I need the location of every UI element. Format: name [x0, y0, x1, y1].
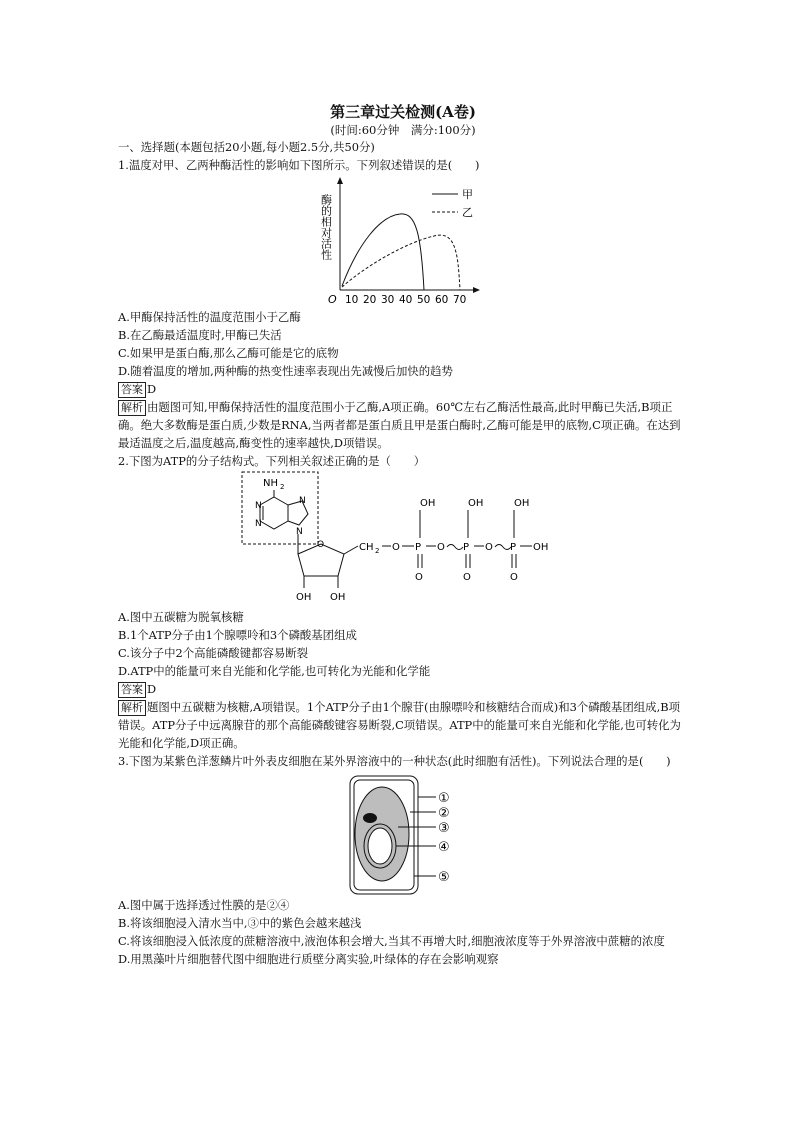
svg-text:N: N — [296, 527, 303, 537]
svg-text:O: O — [510, 572, 518, 583]
plant-cell-diagram — [118, 774, 688, 896]
q2-stem: 2.下图为ATP的分子结构式。下列相关叙述正确的是（ ） — [118, 454, 426, 468]
label-1: ① — [438, 791, 450, 806]
svg-text:O: O — [317, 540, 325, 550]
analysis-tag: 解析 — [118, 700, 146, 716]
nh2-label: NH — [263, 478, 278, 489]
label-4: ④ — [438, 840, 450, 855]
q2-option-b: B.1个ATP分子由1个腺嘌呤和3个磷酸基团组成 — [118, 628, 357, 642]
q1-analysis — [118, 398, 688, 452]
q1-option-a: A.甲酶保持活性的温度范围小于乙酶 — [118, 310, 301, 324]
answer-tag: 答案 — [118, 382, 146, 398]
q2-analysis — [118, 698, 688, 752]
svg-text:O: O — [485, 542, 493, 553]
svg-text:N: N — [255, 519, 262, 529]
answer-tag: 答案 — [118, 682, 146, 698]
tick-label: 10 — [345, 294, 359, 304]
tick-label: 50 — [417, 294, 431, 304]
svg-text:OH: OH — [420, 498, 436, 509]
vacuole — [368, 828, 392, 864]
answer-value: D — [147, 682, 157, 696]
svg-text:P: P — [415, 542, 422, 553]
tick-label: 40 — [399, 294, 413, 304]
ch2-label: CH — [359, 542, 374, 553]
label-3: ③ — [438, 821, 450, 836]
svg-text:OH: OH — [468, 498, 484, 509]
q2-option-c: C.该分子中2个高能磷酸键都容易断裂 — [118, 646, 309, 660]
curve-enzyme-b — [342, 235, 460, 290]
tick-label: 60 — [435, 294, 449, 304]
q3-option-b: B.将该细胞浸入清水当中,③中的紫色会越来越浅 — [118, 916, 362, 930]
svg-text:2: 2 — [375, 547, 380, 555]
q3-option-a: A.图中属于选择透过性膜的是②④ — [118, 898, 290, 912]
svg-text:O: O — [463, 572, 471, 583]
svg-text:O: O — [415, 572, 423, 583]
svg-text:OH: OH — [296, 592, 312, 603]
q2-atp-structure — [118, 470, 688, 608]
q3-option-c: C.将该细胞浸入低浓度的蔗糖溶液中,液泡体积会增大,当其不再增大时,细胞液浓度等于外界溶液中蔗糖的浓度 — [118, 934, 665, 948]
analysis-text: 题图中五碳糖为核糖,A项错误。1个ATP分子由1个腺苷(由腺嘌呤和核糖结合而成)和3个磷酸基团组成,B项错误。ATP分子中远离腺苷的那个高能磷酸键容易断裂,C项错误。ATP中的能量可来自光能和化学能,也可转化为光能和化学能,D项正确。 — [118, 700, 681, 750]
x-axis-arrow — [473, 287, 480, 293]
tick-label: 30 — [381, 294, 395, 304]
analysis-tag: 解析 — [118, 400, 146, 416]
tick-label: 70 — [453, 294, 467, 304]
section-heading: 一、选择题(本题包括20小题,每小题2.5分,共50分) — [118, 140, 375, 154]
q1-chart — [118, 174, 688, 304]
svg-text:OH: OH — [533, 542, 549, 553]
q2-option-a: A.图中五碳糖为脱氧核糖 — [118, 610, 244, 624]
legend-label-a: 甲 — [462, 188, 473, 201]
curve-enzyme-a — [342, 214, 424, 290]
q2-answer — [118, 680, 688, 698]
label-2: ② — [438, 806, 450, 821]
svg-text:O: O — [392, 542, 400, 553]
atp-structure-diagram — [118, 470, 688, 608]
svg-text:P: P — [463, 542, 470, 553]
svg-text:N: N — [299, 496, 306, 506]
q3-option-d: D.用黑藻叶片细胞替代图中细胞进行质壁分离实验,叶绿体的存在会影响观察 — [118, 952, 499, 966]
label-5: ⑤ — [438, 870, 450, 885]
document-page — [118, 102, 688, 968]
enzyme-activity-chart — [118, 174, 688, 304]
q1-stem: 1.温度对甲、乙两种酶活性的影响如下图所示。下列叙述错误的是( ) — [118, 158, 480, 172]
svg-text:OH: OH — [330, 592, 346, 603]
svg-text:O: O — [437, 542, 445, 553]
q1-option-d: D.随着温度的增加,两种酶的热变性速率表现出先减慢后加快的趋势 — [118, 364, 453, 378]
pyrimidine-ring — [260, 497, 288, 529]
origin-label: O — [328, 293, 337, 304]
svg-text:P: P — [510, 542, 517, 553]
svg-text:N: N — [255, 501, 262, 511]
y-axis-arrow — [337, 177, 343, 184]
q2-option-d: D.ATP中的能量可来自光能和化学能,也可转化为光能和化学能 — [118, 664, 431, 678]
q3-stem: 3.下图为某紫色洋葱鳞片叶外表皮细胞在某外界溶液中的一种状态(此时细胞有活性)。下列说法合理的是( ) — [118, 754, 671, 768]
y-axis-label: 酶的相对活性 — [319, 194, 333, 260]
legend-label-b: 乙 — [462, 206, 473, 219]
page-subtitle: (时间:60分钟 满分:100分) — [330, 123, 476, 137]
q3-cell-diagram — [118, 774, 688, 896]
q1-option-b: B.在乙酶最适温度时,甲酶已失活 — [118, 328, 282, 342]
nucleus — [363, 813, 377, 823]
x-ticks — [345, 294, 466, 304]
nh2-sub: 2 — [280, 483, 285, 491]
page-title: 第三章过关检测(A卷) — [330, 103, 476, 121]
svg-text:OH: OH — [514, 498, 530, 509]
analysis-text: 由题图可知,甲酶保持活性的温度范围小于乙酶,A项正确。60℃左右乙酶活性最高,此时甲酶已失活,B项正确。绝大多数酶是蛋白质,少数是RNA,当两者都是蛋白质且甲是蛋白酶时,乙酶可能是甲的底物,C项正确。在达到最适温度之后,温度越高,酶变性的速率越快,D项错误。 — [118, 400, 681, 450]
tick-label: 20 — [363, 294, 377, 304]
q1-option-c: C.如果甲是蛋白酶,那么乙酶可能是它的底物 — [118, 346, 339, 360]
q1-answer — [118, 380, 688, 398]
answer-value: D — [147, 382, 157, 396]
